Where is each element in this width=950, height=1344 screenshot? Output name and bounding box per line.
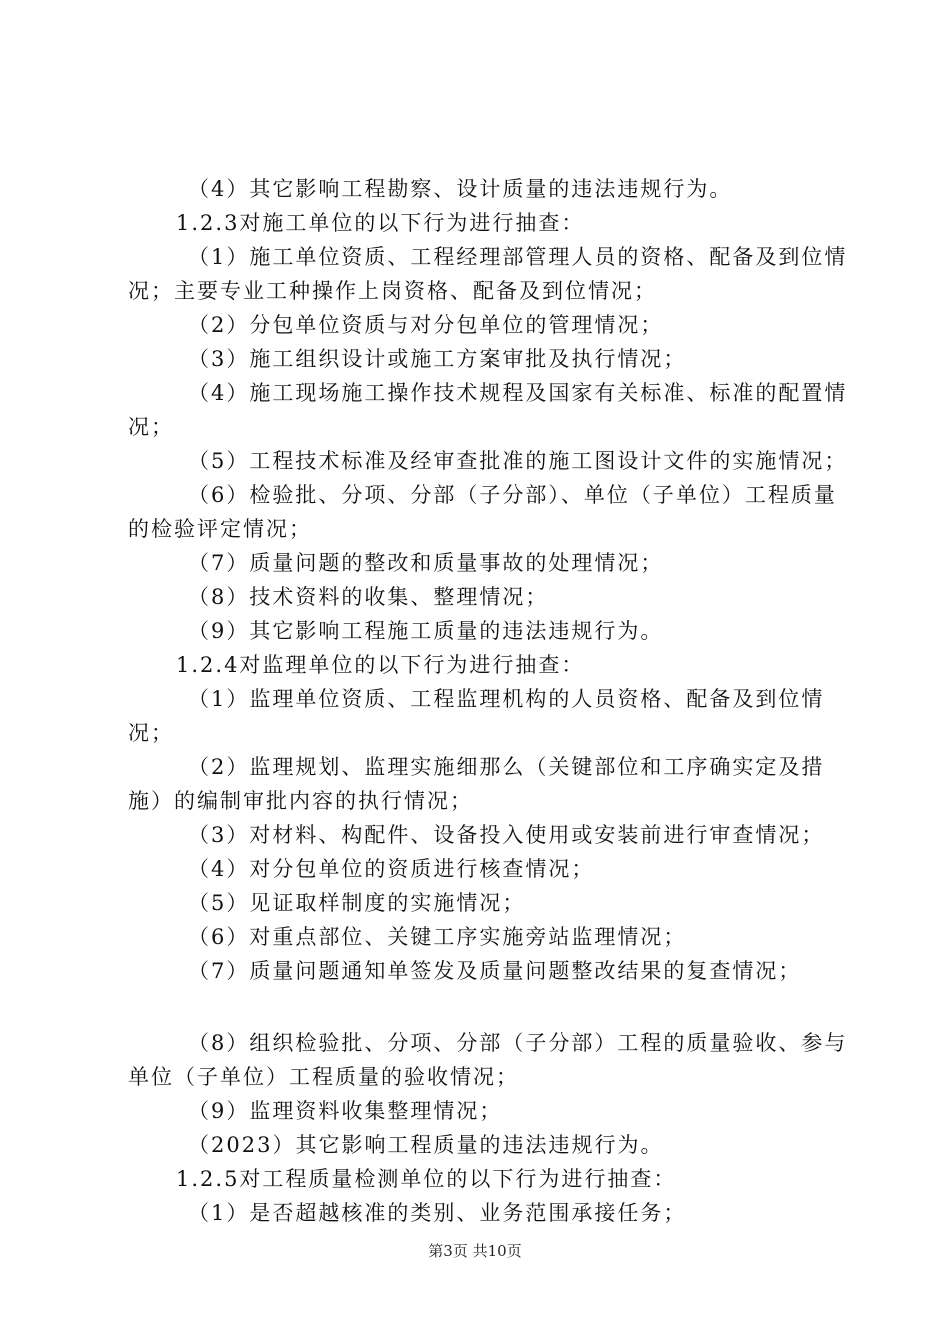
paragraph: （9）其它影响工程施工质量的违法违规行为。 <box>188 619 664 643</box>
paragraph: （2）分包单位资质与对分包单位的管理情况； <box>188 313 664 337</box>
paragraph: （3）对材料、构配件、设备投入使用或安装前进行审查情况； <box>188 823 825 847</box>
paragraph: （1）监理单位资质、工程监理机构的人员资格、配备及到位情况； <box>128 687 825 745</box>
paragraph: （7）质量问题的整改和质量事故的处理情况； <box>188 551 664 575</box>
document-body <box>128 172 848 1230</box>
paragraph: （1）施工单位资质、工程经理部管理人员的资格、配备及到位情况；主要专业工种操作上岗资格、配备及到位情况； <box>128 245 848 303</box>
spacer <box>128 988 848 1026</box>
section-heading: 1.2.5对工程质量检测单位的以下行为进行抽查： <box>176 1167 677 1191</box>
paragraph: （8）技术资料的收集、整理情况； <box>188 585 549 609</box>
section-heading: 1.2.4对监理单位的以下行为进行抽查： <box>176 653 585 677</box>
paragraph: （1）是否超越核准的类别、业务范围承接任务； <box>188 1201 687 1225</box>
paragraph: （5）见证取样制度的实施情况； <box>188 891 526 915</box>
paragraph: （2）监理规划、监理实施细那么（关键部位和工序确实定及措施）的编制审批内容的执行情况； <box>128 755 825 813</box>
paragraph: （7）质量问题通知单签发及质量问题整改结果的复查情况； <box>188 959 802 983</box>
paragraph: （6）对重点部位、关键工序实施旁站监理情况； <box>188 925 687 949</box>
paragraph: （5）工程技术标准及经审查批准的施工图设计文件的实施情况； <box>188 449 848 473</box>
paragraph: （6）检验批、分项、分部（子分部）、单位（子单位）工程质量的检验评定情况； <box>128 483 837 541</box>
section-heading: 1.2.3对施工单位的以下行为进行抽查： <box>176 211 585 235</box>
paragraph: （4）施工现场施工操作技术规程及国家有关标准、标准的配置情况； <box>128 381 848 439</box>
paragraph: （2023）其它影响工程质量的违法违规行为。 <box>188 1133 664 1157</box>
paragraph: （4）其它影响工程勘察、设计质量的违法违规行为。 <box>188 177 733 201</box>
page-footer: 第3页 共10页 <box>428 1242 522 1260</box>
paragraph: （4）对分包单位的资质进行核查情况； <box>188 857 595 881</box>
paragraph: （8）组织检验批、分项、分部（子分部）工程的质量验收、参与单位（子单位）工程质量的验收情况； <box>128 1031 848 1089</box>
paragraph: （9）监理资料收集整理情况； <box>188 1099 503 1123</box>
paragraph: （3）施工组织设计或施工方案审批及执行情况； <box>188 347 687 371</box>
